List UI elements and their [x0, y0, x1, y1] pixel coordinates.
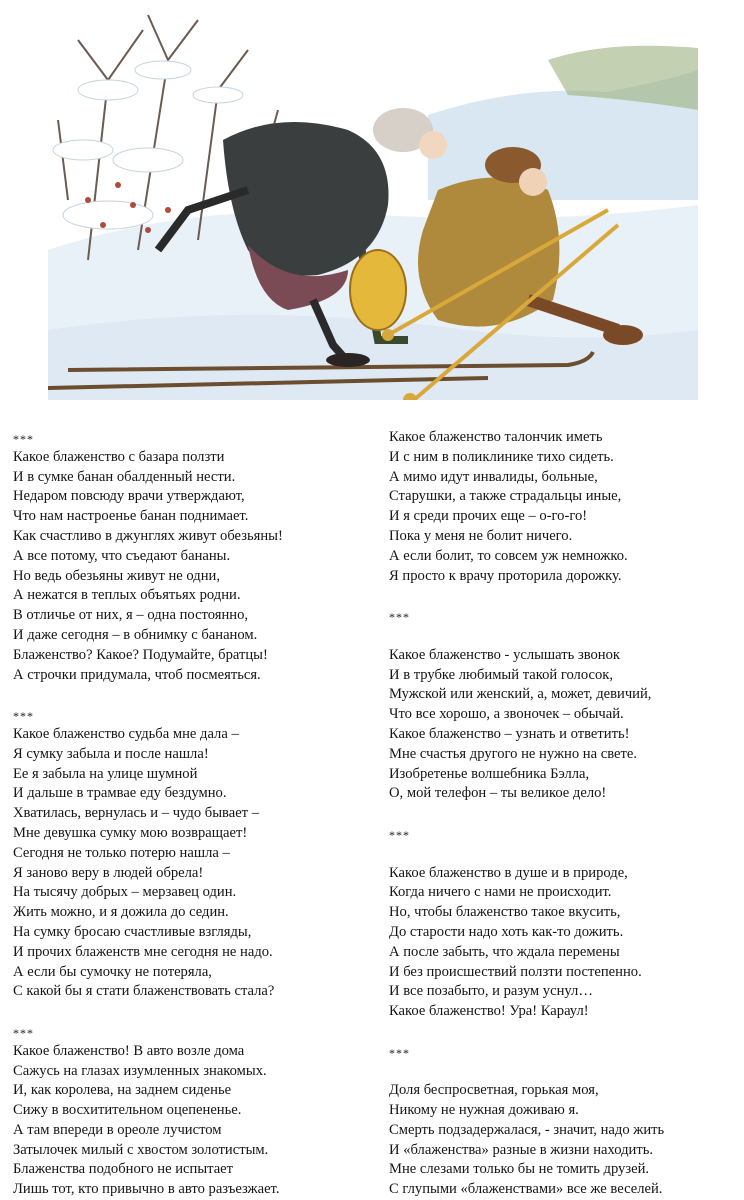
- poem-column-left: [13, 428, 373, 1200]
- stanza-gap: [13, 685, 373, 705]
- poem-line: И в трубке любимый такой голосок,: [389, 666, 614, 683]
- poem-line: Какое блаженство! В авто возле дома: [13, 1042, 245, 1059]
- stanza-separator: ***: [13, 709, 34, 724]
- poem-line: До старости надо хоть как-то дожить.: [389, 923, 624, 940]
- poem-line: Какое блаженство - услышать звонок: [389, 646, 620, 663]
- poem-line: А мимо идут инвалиды, больные,: [389, 468, 598, 485]
- poem-clinic: [389, 428, 739, 586]
- poem-line: Какое блаженство в душе и в природе,: [389, 864, 628, 881]
- poem-line: А там впереди в ореоле лучистом: [13, 1121, 222, 1138]
- poem-line: Сегодня не только потерю нашла –: [13, 844, 230, 861]
- poem-line: А все потому, что съедают бананы.: [13, 547, 231, 564]
- poem-line: Никому не нужная доживаю я.: [389, 1102, 579, 1119]
- poem-line: Затылочек милый с хвостом золотистым.: [13, 1141, 269, 1158]
- poem-bag: [13, 725, 373, 1002]
- poem-line: Блаженства подобного не испытает: [13, 1161, 234, 1178]
- poem-line: С глупыми «блаженствами» все же веселей.: [389, 1181, 663, 1198]
- poem-line: Я сумку забыла и после нашла!: [13, 745, 209, 762]
- poem-line: Блаженство? Какое? Подумайте, братцы!: [13, 646, 268, 663]
- poem-line: И с ним в поликлинике тихо сидеть.: [389, 448, 614, 465]
- poem-line: А если болит, то совсем уж немножко.: [389, 547, 628, 564]
- poem-line: А если бы сумочку не потеряла,: [13, 963, 212, 980]
- poem-line: Пока у меня не болит ничего.: [389, 527, 573, 544]
- poem-line: Какое блаженство талончик иметь: [389, 429, 603, 445]
- poem-line: Мне счастья другого не нужно на свете.: [389, 745, 637, 762]
- poem-line: И прочих блаженств мне сегодня не надо.: [13, 943, 273, 960]
- poem-line: В отличье от них, я – одна постоянно,: [13, 607, 249, 624]
- poem-line: Но, чтобы блаженство такое вкусить,: [389, 904, 621, 921]
- poem-line: Изобретенье волшебника Бэлла,: [389, 765, 590, 782]
- winter-kicksled-illustration: [48, 0, 698, 420]
- poem-line: Какое блаженство с базара ползти: [13, 448, 225, 465]
- poem-line: И «блаженства» разные в жизни находить.: [389, 1141, 654, 1158]
- poem-line: С какой бы я стати блаженствовать стала?: [13, 983, 275, 1000]
- stanza-gap: [13, 1002, 373, 1022]
- stanza-separator: ***: [389, 610, 410, 625]
- stanza-separator: ***: [13, 1025, 34, 1040]
- stanza-gap: [389, 1022, 739, 1042]
- stanza-gap: [389, 626, 739, 646]
- poem-line: И дальше в трамвае еду бездумно.: [13, 785, 227, 802]
- poem-line: Смерть подзадержалася, - значит, надо жить: [389, 1121, 665, 1138]
- stanza-gap: [389, 1062, 739, 1082]
- poem-line: Сажусь на глазах изумленных знакомых.: [13, 1062, 267, 1079]
- poem-line: Хватилась, вернулась и – чудо бывает –: [13, 805, 259, 822]
- poem-line: Мне слезами только бы не томить друзей.: [389, 1161, 650, 1178]
- poem-line: Мне девушка сумку мою возвращает!: [13, 824, 248, 841]
- poem-line: И в сумке банан обалденный нести.: [13, 468, 236, 485]
- stanza-gap: [389, 804, 739, 824]
- poem-car: [13, 1042, 373, 1200]
- poem-line: На сумку бросаю счастливые взгляды,: [13, 923, 252, 940]
- poem-line: Какое блаженство – узнать и ответить!: [389, 725, 630, 742]
- poem-line: Что все хорошо, а звоночек – обычай.: [389, 706, 624, 723]
- poem-line: А после забыть, что ждала перемены: [389, 943, 620, 960]
- poem-line: О, мой телефон – ты великое дело!: [389, 785, 607, 802]
- poem-fate: [389, 1081, 739, 1200]
- poem-line: Какое блаженство! Ура! Караул!: [389, 1003, 589, 1020]
- poem-line: А нежатся в теплых объятьях родни.: [13, 587, 241, 604]
- poem-line: Недаром повсюду врачи утверждают,: [13, 488, 245, 505]
- poem-line: Лишь тот, кто привычно в авто разъезжает.: [13, 1181, 280, 1198]
- poem-line: Мужской или женский, а, может, девичий,: [389, 686, 652, 703]
- poem-line: Доля беспросветная, горькая моя,: [389, 1082, 599, 1099]
- poem-line: Я заново веру в людей обрела!: [13, 864, 204, 881]
- stanza-separator: ***: [389, 827, 410, 842]
- poem-line: Что нам настроенье банан поднимает.: [13, 508, 249, 525]
- stanza-gap: [389, 586, 739, 606]
- poem-telephone: [389, 646, 739, 804]
- poem-line: Когда ничего с нами не происходит.: [389, 884, 612, 901]
- poem-line: А строчки придумала, чтоб посмеяться.: [13, 666, 261, 683]
- stanza-separator: ***: [389, 1045, 410, 1060]
- stanza-separator: ***: [13, 432, 34, 446]
- poem-line: Как счастливо в джунглях живут обезьяны!: [13, 527, 283, 544]
- poem-line: Какое блаженство судьба мне дала –: [13, 725, 239, 742]
- poem-line: И я среди прочих еще – о-го-го!: [389, 508, 588, 525]
- poem-line: И даже сегодня – в обнимку с бананом.: [13, 626, 258, 643]
- poem-bananas: [13, 448, 373, 686]
- poem-line: И все позабыто, и разум уснул…: [389, 983, 593, 1000]
- poem-nature: [389, 864, 739, 1022]
- poem-line: Ее я забыла на улице шумной: [13, 765, 198, 782]
- poem-line: Я просто к врачу проторила дорожку.: [389, 567, 622, 584]
- poem-line: Сижу в восхитительном оцепененье.: [13, 1102, 242, 1119]
- poem-line: На тысячу добрых – мерзавец один.: [13, 884, 237, 901]
- poem-line: И без происшествий ползти постепенно.: [389, 963, 642, 980]
- poem-line: Жить можно, и я дожила до седин.: [13, 904, 229, 921]
- stanza-gap: [389, 844, 739, 864]
- poem-line: Старушки, а также страдальцы иные,: [389, 488, 622, 505]
- poem-column-right: [389, 428, 739, 1200]
- poem-line: Но ведь обезьяны живут не одни,: [13, 567, 220, 584]
- poem-line: И, как королева, на заднем сиденье: [13, 1082, 232, 1099]
